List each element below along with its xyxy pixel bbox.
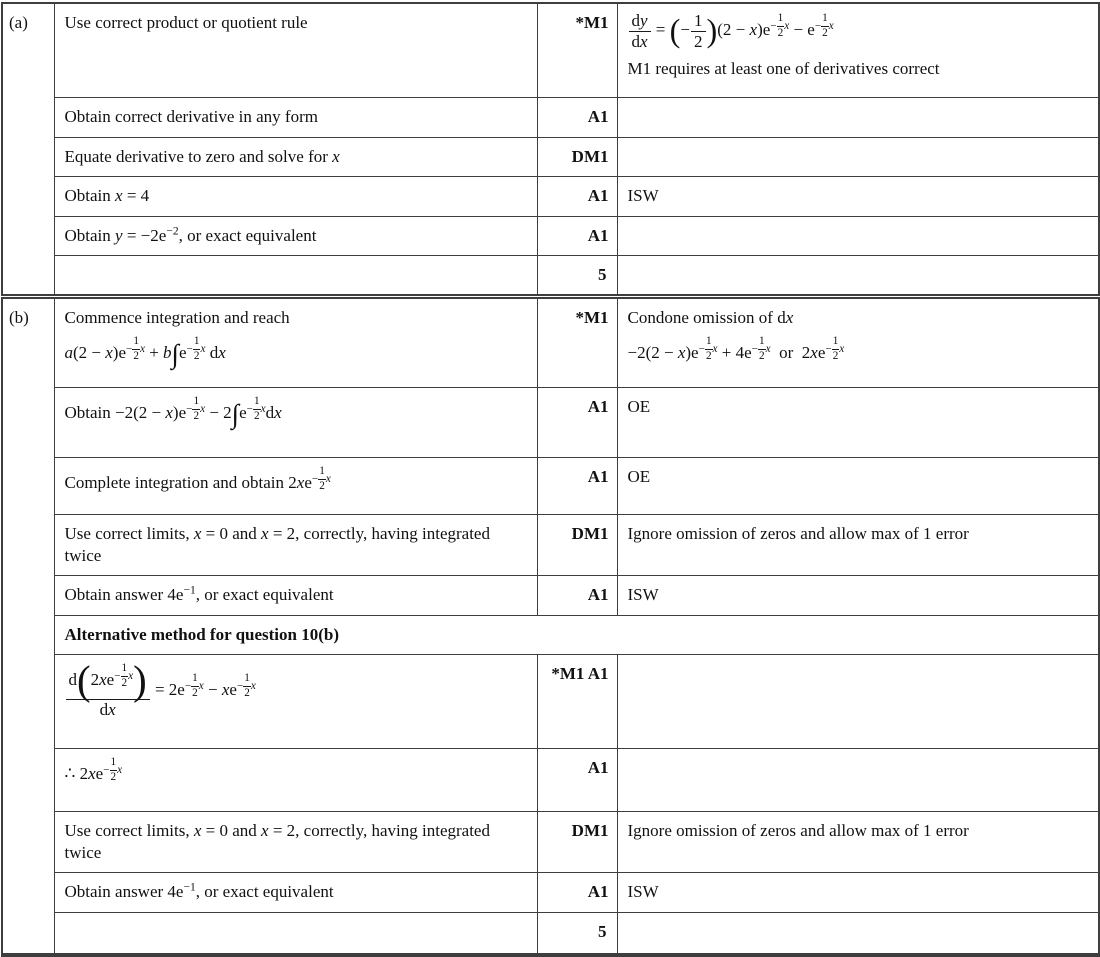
integral-sign: ∫ [231, 398, 240, 429]
criterion-text: Use correct product or quotient rule [64, 13, 308, 32]
criterion-line [65, 820, 527, 864]
math-fraction [191, 673, 199, 700]
criterion-line [65, 225, 527, 247]
math-token: )e [685, 342, 699, 362]
mark-cell: *M1 A1 [537, 655, 617, 749]
math-token: − [236, 679, 244, 692]
integral-sign: ∫ [171, 338, 179, 369]
comment-text: M1 requires at least one of derivatives correct [627, 58, 940, 78]
math-token: − [814, 20, 822, 33]
math-token: x [250, 679, 256, 692]
math-token: )e [112, 342, 127, 362]
math-token: 2 [253, 409, 260, 422]
math-fraction [110, 757, 118, 784]
comment-line [628, 584, 1089, 606]
math-token [705, 350, 713, 363]
comment-cell [617, 913, 1099, 955]
math-token [821, 27, 829, 40]
mark-cell: A1 [537, 216, 617, 255]
formula [288, 464, 331, 492]
math-token: e [106, 670, 115, 690]
math-token [318, 480, 326, 493]
mark-cell: A1 [537, 575, 617, 615]
math-superscript [247, 396, 266, 423]
criterion-cell [54, 514, 537, 575]
math-token: 2 [319, 479, 325, 492]
math-token: + 4e [717, 342, 752, 362]
criterion-line [65, 584, 527, 606]
math-token: 2 [110, 770, 117, 783]
math-token: ∴ 2 [64, 764, 89, 784]
mark-cell: DM1 [537, 137, 617, 176]
comment-text: ISW [627, 584, 659, 604]
criterion-text: Complete integration and obtain [64, 472, 289, 492]
math-token: + [144, 342, 164, 362]
math-fraction [132, 336, 140, 363]
comment-cell [617, 655, 1099, 749]
criterion-cell [54, 457, 537, 514]
math-token: x [117, 763, 123, 776]
math-token: 2 [133, 349, 139, 362]
criterion-cell [54, 655, 537, 749]
math-token: x [712, 342, 718, 355]
math-token: 1 [694, 11, 703, 30]
table-row [2, 873, 1099, 913]
math-superscript [185, 673, 204, 700]
comment-cell [617, 457, 1099, 514]
open-paren: ( [669, 12, 681, 49]
math-fraction [629, 12, 651, 51]
math-token: − [311, 472, 319, 485]
criterion-line [65, 466, 527, 494]
close-paren: ) [133, 657, 147, 703]
comment-cell [617, 97, 1099, 137]
math-token: x [828, 20, 834, 33]
math-superscript [237, 673, 256, 700]
table-row [2, 97, 1099, 137]
math-token: x [200, 342, 206, 355]
math-token: − [186, 342, 193, 355]
criterion-line [65, 12, 527, 34]
math-superscript [312, 466, 331, 493]
criterion-cell [54, 575, 537, 615]
formula [627, 334, 845, 362]
math-token: x [274, 402, 282, 422]
comment-cell [617, 575, 1099, 615]
comment-text: Ignore omission of zeros and allow max of 1 error [627, 821, 969, 841]
mark-cell: *M1 [537, 296, 617, 387]
criterion-line [64, 334, 527, 369]
math-token: e [304, 472, 312, 492]
comment-line [628, 58, 1089, 80]
table-row [2, 216, 1099, 255]
comment-cell [617, 749, 1099, 812]
mark-cell: A1 [537, 97, 617, 137]
math-token [191, 687, 199, 700]
math-token: x [221, 680, 230, 700]
comment-line [628, 185, 1089, 207]
open-paren: ( [77, 657, 91, 703]
math-token: d [205, 342, 219, 362]
comment-cell [617, 137, 1099, 176]
math-token: −2(2 − [627, 342, 678, 362]
math-token: x [128, 669, 134, 682]
comment-cell [617, 216, 1099, 255]
criterion-line [65, 881, 527, 903]
math-token: 2 [777, 27, 784, 40]
criterion-text: Commence integration and reach [64, 307, 290, 327]
math-fraction [705, 336, 713, 363]
criterion-cell [54, 255, 537, 296]
criterion-text: Obtain $y = -2e^{-2}$, or exact equivalent [64, 223, 317, 245]
math-token: 1 [193, 394, 200, 407]
math-token: 1 [192, 672, 198, 685]
comment-cell [617, 812, 1099, 873]
table-row [2, 137, 1099, 176]
math-token: x [784, 20, 790, 33]
math-token [691, 12, 706, 32]
criterion-line [65, 106, 527, 128]
mark-cell: *M1 [537, 3, 617, 97]
math-token: x [218, 342, 226, 362]
math-token [110, 757, 118, 771]
math-token: )e [757, 20, 771, 40]
math-fraction [821, 13, 829, 40]
criterion-text: Equate derivative to zero and solve for x [64, 146, 340, 166]
math-token: x [198, 679, 204, 692]
formula [115, 394, 282, 429]
criterion-line [65, 757, 527, 785]
math-fraction [121, 663, 129, 690]
math-token [110, 771, 118, 784]
math-superscript [186, 396, 205, 423]
math-token: (2 − [717, 20, 750, 40]
math-token: d [631, 11, 640, 30]
math-token: 1 [759, 334, 765, 347]
math-token: e [239, 402, 247, 422]
math-token: − [184, 679, 192, 692]
math-token: or 2 [770, 342, 811, 362]
math-token: 1 [133, 334, 139, 347]
math-fraction [66, 657, 150, 720]
math-token: x [810, 342, 818, 362]
math-token: 1 [253, 394, 260, 407]
math-token [192, 410, 200, 423]
formula [628, 11, 834, 51]
math-token: 1 [244, 672, 250, 685]
alternative-method-header: Alternative method for question 10(b) [54, 615, 1099, 654]
mark-cell: A1 [537, 873, 617, 913]
math-token: 2 [288, 472, 297, 492]
math-token: 2 [832, 349, 839, 362]
comment-text: ISW [627, 882, 659, 902]
math-token: 1 [110, 756, 117, 769]
math-token [253, 410, 261, 423]
criterion-text: Obtain [64, 402, 116, 422]
comment-cell [617, 3, 1099, 97]
math-token: x [165, 402, 173, 422]
math-token: 1 [705, 334, 712, 347]
comment-text: Ignore omission of zeros and allow max of 1 error [627, 523, 969, 543]
comment-cell [617, 387, 1099, 457]
math-token [132, 336, 140, 350]
criterion-line [64, 394, 527, 429]
mark-cell: A1 [537, 176, 617, 216]
math-token [121, 663, 129, 677]
math-token: e [817, 342, 826, 362]
math-token: 1 [121, 662, 128, 675]
table-row [2, 615, 1099, 654]
math-token: x [105, 342, 113, 362]
table-row [2, 387, 1099, 457]
criterion-text: Obtain x = 4 [64, 185, 150, 205]
math-token: 2 [705, 349, 712, 362]
math-superscript [187, 336, 206, 363]
criterion-cell [54, 296, 537, 387]
comment-cell [617, 873, 1099, 913]
part-label: (b) [2, 296, 54, 954]
math-token: 2 [192, 686, 198, 699]
part-label: (a) [2, 3, 54, 296]
math-token [121, 677, 129, 690]
close-paren: ) [706, 12, 718, 49]
table-row [2, 575, 1099, 615]
math-fraction [758, 336, 766, 363]
math-token: x [200, 402, 206, 415]
math-token [758, 350, 766, 363]
math-token [629, 12, 651, 32]
comment-cell [617, 255, 1099, 296]
formula [64, 334, 226, 369]
comment-line [628, 881, 1089, 903]
math-token: 2 [193, 349, 200, 362]
math-token: )e [172, 402, 187, 422]
math-token: d [265, 402, 275, 422]
math-superscript [815, 13, 834, 40]
table-row [2, 812, 1099, 873]
math-token: x [839, 342, 845, 355]
criterion-cell [54, 216, 537, 255]
math-token: 1 [319, 464, 325, 477]
math-token: − [825, 342, 832, 355]
table-row [2, 655, 1099, 749]
math-token: −2(2 − [115, 402, 166, 422]
total-marks-cell: 5 [537, 913, 617, 955]
math-token: − [114, 669, 121, 682]
math-token: (2 − [73, 342, 106, 362]
math-token: − [698, 342, 705, 355]
math-token: x [139, 342, 145, 355]
math-token [132, 350, 140, 363]
math-token: x [325, 472, 331, 485]
mark-scheme-table [1, 2, 1100, 957]
math-token: 1 [822, 12, 828, 25]
criterion-line [65, 307, 527, 329]
criterion-cell [54, 749, 537, 812]
table-row [2, 514, 1099, 575]
math-fraction [243, 673, 251, 700]
math-token: − [103, 763, 110, 776]
criterion-cell [54, 137, 537, 176]
math-superscript [770, 13, 789, 40]
math-token: − [186, 402, 193, 415]
mark-cell: A1 [537, 749, 617, 812]
math-superscript [114, 663, 133, 690]
math-token: d [631, 31, 640, 51]
math-token [243, 687, 251, 700]
math-token: − [246, 402, 253, 415]
criterion-text: Obtain answer $4e^{-1}$, or exact equivalent [64, 880, 334, 902]
comment-text: ISW [627, 185, 659, 205]
comment-line [628, 820, 1089, 842]
math-token: 2 [244, 686, 250, 699]
mark-cell: DM1 [537, 812, 617, 873]
formula [65, 657, 256, 720]
math-token: x [99, 670, 107, 690]
math-token: 1 [193, 334, 200, 347]
math-token: − [126, 342, 133, 355]
criterion-line [65, 523, 527, 567]
criterion-line [65, 185, 527, 207]
math-token: a [64, 342, 73, 362]
comment-text: OE [627, 396, 651, 416]
criterion-cell [54, 873, 537, 913]
math-token [191, 673, 199, 687]
math-token: − [770, 20, 777, 33]
table-row [2, 176, 1099, 216]
math-fraction [691, 12, 706, 51]
math-token: 1 [832, 334, 839, 347]
criterion-cell [54, 387, 537, 457]
math-token: x [88, 764, 96, 784]
comment-cell [617, 514, 1099, 575]
criterion-line [65, 146, 527, 168]
table-row [2, 749, 1099, 812]
math-token: 2 [193, 409, 200, 422]
math-token: d [99, 700, 109, 720]
math-token: − e [789, 20, 815, 40]
math-token [318, 466, 326, 480]
math-token: 1 [777, 12, 784, 25]
comment-line [628, 336, 1089, 364]
math-token [691, 32, 706, 51]
math-token: x [640, 31, 648, 51]
criterion-text: Use correct limits, x = 0 and x = 2, correctly, having integrated twice [64, 523, 490, 565]
math-token: x [108, 700, 116, 720]
comment-line [628, 307, 1089, 329]
math-token: − [751, 342, 758, 355]
math-token: x [749, 20, 758, 40]
table-row [2, 255, 1099, 296]
criterion-text: Use correct limits, x = 0 and x = 2, correctly, having integrated twice [64, 821, 490, 863]
math-token [66, 700, 150, 719]
math-token [253, 396, 261, 410]
math-token: x [296, 472, 305, 492]
math-token: 2 [822, 27, 828, 40]
math-token: x [260, 402, 266, 415]
math-token: e [229, 680, 237, 700]
comment-cell [617, 296, 1099, 387]
math-token: e [178, 342, 187, 362]
math-token: 2 [694, 31, 703, 51]
math-fraction [253, 396, 261, 423]
table-row [2, 296, 1099, 387]
comment-line [628, 12, 1089, 51]
math-token: x [765, 342, 771, 355]
math-superscript [825, 336, 844, 363]
mark-cell: A1 [537, 387, 617, 457]
total-marks-cell: 5 [537, 255, 617, 296]
math-fraction [192, 396, 200, 423]
comment-text: Condone omission of dx [627, 307, 794, 327]
comment-cell [617, 176, 1099, 216]
criterion-cell [54, 176, 537, 216]
math-token [192, 396, 200, 410]
criterion-cell [54, 913, 537, 955]
math-token [629, 32, 651, 51]
math-token: b [163, 342, 172, 362]
criterion-line [65, 657, 527, 720]
criterion-cell [54, 97, 537, 137]
formula [64, 756, 123, 784]
math-token [705, 336, 713, 350]
math-token: 2 [121, 676, 128, 689]
math-superscript [752, 336, 771, 363]
comment-line [628, 466, 1089, 488]
criterion-cell [54, 3, 537, 97]
math-superscript [103, 757, 122, 784]
math-token: y [640, 11, 648, 30]
criterion-text: Obtain answer $4e^{-1}$, or exact equivalent [64, 583, 334, 604]
table-row [2, 457, 1099, 514]
math-superscript [126, 336, 145, 363]
math-token: x [677, 342, 686, 362]
math-token: 2 [759, 349, 765, 362]
math-token [758, 336, 766, 350]
math-token: − [680, 20, 690, 40]
math-token: − 2 [205, 402, 232, 422]
math-token [66, 657, 150, 703]
criterion-cell [54, 812, 537, 873]
comment-text: OE [627, 466, 651, 486]
math-token: d [68, 670, 77, 690]
mark-scheme-body [2, 3, 1099, 955]
math-fraction [318, 466, 326, 493]
criterion-text: Obtain correct derivative in any form [64, 106, 318, 126]
math-token: 2 [90, 670, 100, 690]
math-token: = 2e [150, 680, 185, 700]
table-row [2, 913, 1099, 955]
comment-line [628, 396, 1089, 418]
mark-cell: DM1 [537, 514, 617, 575]
math-superscript [699, 336, 718, 363]
math-token: e [95, 764, 104, 784]
comment-line [628, 523, 1089, 545]
math-token: = [651, 20, 670, 40]
table-row [2, 3, 1099, 97]
math-token: − [203, 680, 222, 700]
math-token [243, 673, 251, 687]
math-token [821, 13, 829, 27]
mark-cell: A1 [537, 457, 617, 514]
